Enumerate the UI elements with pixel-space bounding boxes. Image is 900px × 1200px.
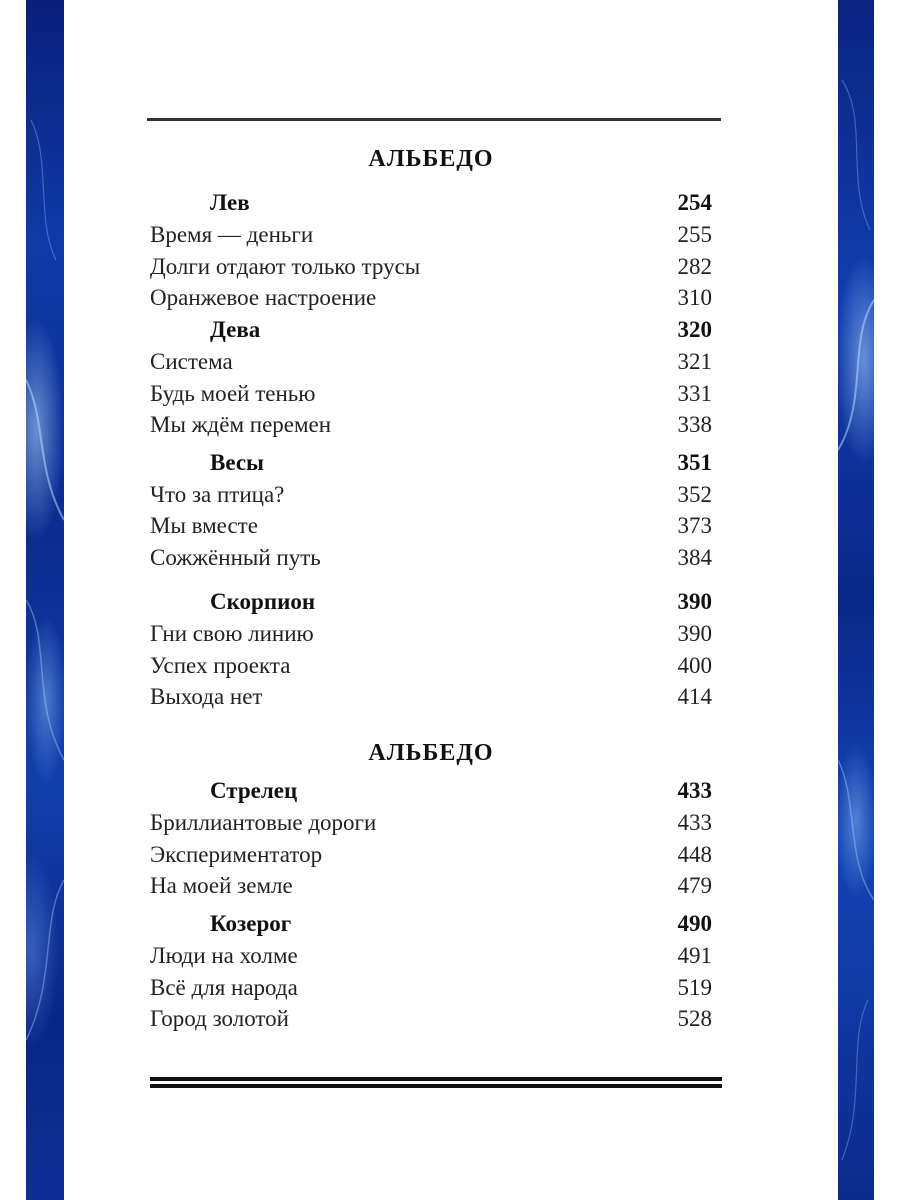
chapter-page: 433	[677, 810, 712, 835]
section-name: Весы	[210, 450, 264, 475]
toc-chapter-row	[150, 1004, 712, 1034]
chapter-page: 414	[677, 684, 712, 709]
toc-chapter-row	[150, 871, 712, 901]
part-title: АЛЬБЕДО	[368, 146, 494, 172]
toc-chapter-row	[150, 283, 712, 313]
chapter-title: Оранжевое настроение	[150, 285, 377, 310]
right-decorative-border	[838, 0, 874, 1200]
chapter-title: Мы вместе	[150, 513, 258, 538]
chapter-page: 352	[677, 482, 712, 507]
toc-section-row	[150, 315, 712, 345]
chapter-title: Время — деньги	[150, 222, 314, 247]
chapter-title: Будь моей тенью	[150, 381, 316, 406]
toc-chapter-row	[150, 252, 712, 282]
toc-chapter-row	[150, 480, 712, 510]
chapter-title: Мы ждём перемен	[150, 412, 332, 437]
chapter-title: Бриллиантовые дороги	[150, 810, 377, 835]
section-page: 320	[677, 317, 712, 342]
chapter-title: Гни свою линию	[150, 621, 314, 646]
section-page: 433	[677, 778, 712, 803]
chapter-page: 390	[677, 621, 712, 646]
section-name: Лев	[210, 190, 250, 215]
chapter-page: 491	[677, 943, 712, 968]
section-name: Скорпион	[210, 589, 316, 614]
chapter-title: Успех проекта	[150, 653, 291, 678]
toc-chapter-row	[150, 543, 712, 573]
section-name: Стрелец	[210, 778, 298, 803]
toc-chapter-row	[150, 651, 712, 681]
section-page: 254	[677, 190, 712, 215]
section-name: Козерог	[210, 911, 292, 936]
chapter-page: 331	[677, 381, 712, 406]
toc-chapter-row	[150, 682, 712, 712]
toc-chapter-row	[150, 511, 712, 541]
chapter-page: 479	[677, 873, 712, 898]
section-page: 490	[677, 911, 712, 936]
toc-chapter-row	[150, 379, 712, 409]
toc-chapter-row	[150, 973, 712, 1003]
chapter-page: 519	[677, 975, 712, 1000]
toc-chapter-row	[150, 410, 712, 440]
chapter-page: 282	[677, 254, 712, 279]
left-light-streaks	[26, 0, 64, 1200]
chapter-page: 255	[677, 222, 712, 247]
chapter-title: Люди на холме	[150, 943, 298, 968]
chapter-page: 321	[677, 349, 712, 374]
chapter-page: 448	[677, 842, 712, 867]
toc-section-row	[150, 448, 712, 478]
chapter-title: Долги отдают только трусы	[150, 254, 421, 279]
toc-chapter-row	[150, 808, 712, 838]
chapter-title: Всё для народа	[150, 975, 298, 1000]
toc-chapter-row	[150, 220, 712, 250]
left-decorative-border	[26, 0, 64, 1200]
chapter-title: На моей земле	[150, 873, 293, 898]
section-page: 351	[677, 450, 712, 475]
chapter-page: 310	[677, 285, 712, 310]
toc-chapter-row	[150, 619, 712, 649]
toc-chapter-row	[150, 840, 712, 870]
chapter-title: Экспериментатор	[150, 842, 323, 867]
bottom-rule-lower	[150, 1084, 722, 1088]
chapter-page: 528	[677, 1006, 712, 1031]
chapter-page: 338	[677, 412, 712, 437]
toc-section-row	[150, 909, 712, 939]
toc-chapter-row	[150, 941, 712, 971]
top-rule	[147, 118, 721, 121]
chapter-title: Система	[150, 349, 233, 374]
toc-chapter-row	[150, 347, 712, 377]
toc-section-row	[150, 776, 712, 806]
part-title: АЛЬБЕДО	[368, 740, 494, 766]
section-name: Дева	[210, 317, 261, 342]
chapter-title: Что за птица?	[150, 482, 285, 507]
bottom-rule-upper	[150, 1077, 722, 1081]
chapter-title: Выхода нет	[150, 684, 263, 709]
chapter-page: 400	[677, 653, 712, 678]
section-page: 390	[677, 589, 712, 614]
chapter-title: Сожжённый путь	[150, 545, 321, 570]
toc-section-row	[150, 587, 712, 617]
chapter-page: 384	[677, 545, 712, 570]
chapter-title: Город золотой	[150, 1006, 289, 1031]
chapter-page: 373	[677, 513, 712, 538]
toc-section-row	[150, 188, 712, 218]
right-light-streaks	[838, 0, 874, 1200]
